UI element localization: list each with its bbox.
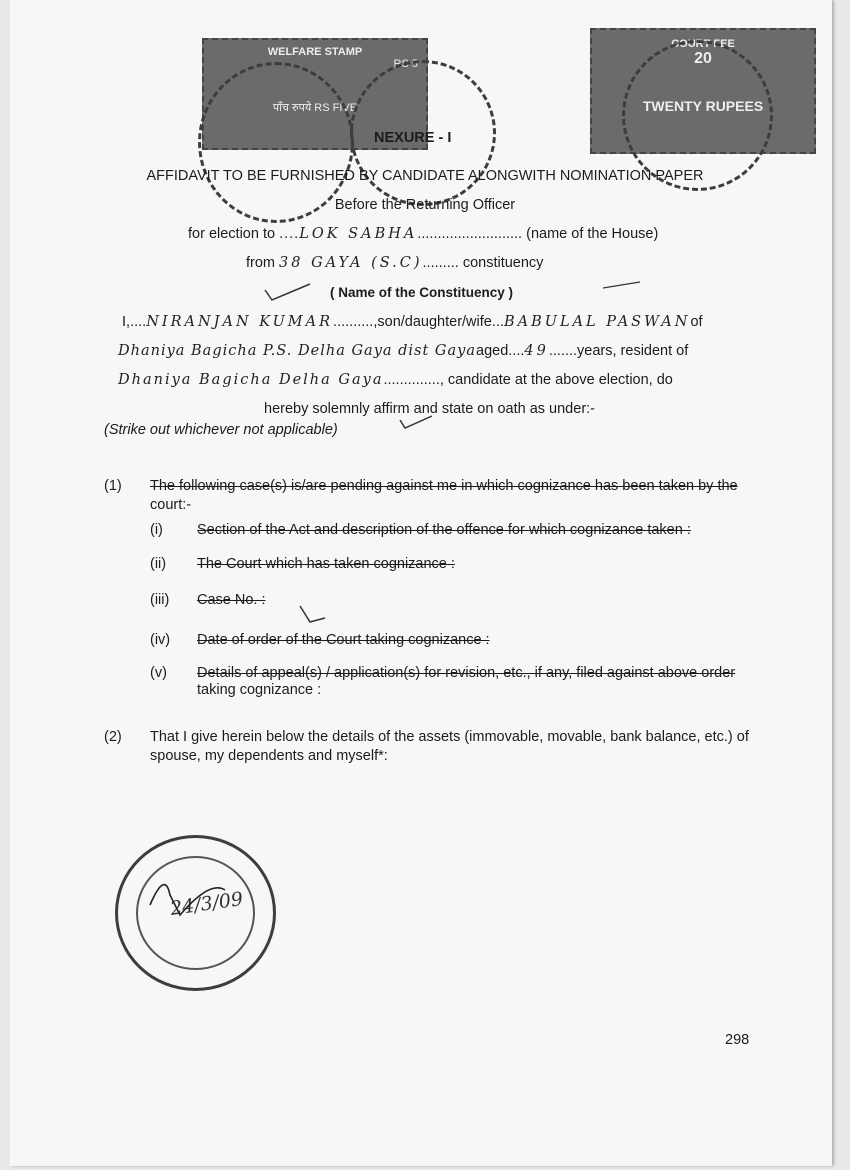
item-v-label: Details of appeal(s) / application(s) for revision, etc., if any, filed against above order [197, 665, 736, 681]
of-label: of [690, 314, 703, 330]
from-constituency-value: 38 GAYA (S.C) [279, 255, 423, 271]
item-ii-label: The Court which has taken cognizance : [197, 556, 455, 572]
declarant-prefix: I, [122, 314, 131, 330]
relation-label: son/daughter/wife [377, 314, 492, 330]
item-iii-text [197, 592, 266, 609]
seal-date: 24/3/09 [168, 888, 245, 920]
section-2-line-1: That I give herein below the details of the assets (immovable, movable, bank balance, etc.) of [150, 729, 749, 745]
court-fee-stamp-value: 20 [694, 50, 712, 67]
item-i-label: Section of the Act and description of the offence for which cognizance taken : [197, 522, 691, 538]
from-line: from 38 GAYA (S.C)......... constituency [246, 255, 544, 271]
section-2-line-2: spouse, my dependents and myself*: [150, 748, 388, 764]
section-1-line-2: court:- [150, 497, 192, 513]
item-v-text [197, 665, 735, 682]
section-1-line-1: The following case(s) is/are pending against me in which cognizance has been taken by the [150, 478, 738, 494]
years-resident-label: years, resident of [577, 343, 689, 359]
affidavit-title: AFFIDAVIT TO BE FURNISHED BY CANDIDATE ALONGWITH NOMINATION PAPER [146, 168, 704, 184]
item-iv-number: (iv) [150, 632, 171, 648]
item-i-number: (i) [150, 522, 163, 538]
item-v-text-2: taking cognizance : [197, 682, 322, 698]
court-fee-stamp-value-words: TWENTY RUPEES [642, 98, 764, 114]
item-iii-number: (iii) [150, 592, 170, 608]
affirm-line: hereby solemnly affirm and state on oath as under:- [264, 401, 596, 417]
annexure-label: NEXURE - I [374, 130, 452, 146]
declarant-address-1: Dhaniya Bagicha P.S. Delha Gaya dist Gaya [118, 343, 476, 359]
section-2-number: (2) [104, 729, 122, 745]
from-prefix: from [246, 255, 280, 271]
constituency-label: ( Name of the Constituency ) [330, 285, 514, 300]
welfare-stamp-value: RS 5 [393, 58, 418, 70]
item-ii-text [197, 556, 455, 573]
declarant-line: I,....NIRANJAN KUMAR..........,son/daughter/wife...BABULAL PASWANof [122, 314, 703, 330]
item-iv-text [197, 632, 490, 649]
declarant-age: 49 [524, 343, 549, 359]
before-returning-officer: Before the Returning Officer [334, 197, 516, 213]
election-prefix: for election to [188, 226, 280, 242]
item-v-number: (v) [150, 665, 167, 681]
item-iii-label: Case No. : [197, 592, 266, 608]
page-number: 298 [725, 1032, 750, 1048]
election-house-value: LOK SABHA [299, 226, 418, 242]
welfare-stamp-title: WELFARE STAMP [267, 46, 363, 58]
section-1-number: (1) [104, 478, 122, 494]
election-suffix: (name of the House) [526, 226, 659, 242]
item-i-text [197, 522, 691, 539]
court-fee-stamp-title: COURT FEE [671, 38, 735, 50]
aged-label: aged [476, 343, 509, 359]
welfare-stamp-value-words: पाँच रुपये RS FIVE [272, 102, 358, 114]
strike-note: (Strike out whichever not applicable) [104, 422, 338, 438]
father-name: BABULAL PASWAN [503, 314, 691, 330]
item-iv-label: Date of order of the Court taking cognizance : [197, 632, 490, 648]
from-suffix: constituency [462, 255, 544, 271]
declarant-name: NIRANJAN KUMAR [146, 314, 334, 330]
item-ii-number: (ii) [150, 556, 167, 572]
declarant-address-2: Dhaniya Bagicha Delha Gaya [118, 372, 384, 388]
address-line-1: Dhaniya Bagicha P.S. Delha Gaya dist Gayaaged....49.......years, resident of [118, 343, 689, 359]
section-1-text [150, 478, 738, 495]
candidate-text: , candidate at the above election, do [439, 372, 673, 388]
election-line: for election to ....LOK SABHA.......................... (name of the House) [188, 226, 659, 242]
address-line-2: Dhaniya Bagicha Delha Gaya.............., candidate at the above election, do [118, 372, 673, 388]
